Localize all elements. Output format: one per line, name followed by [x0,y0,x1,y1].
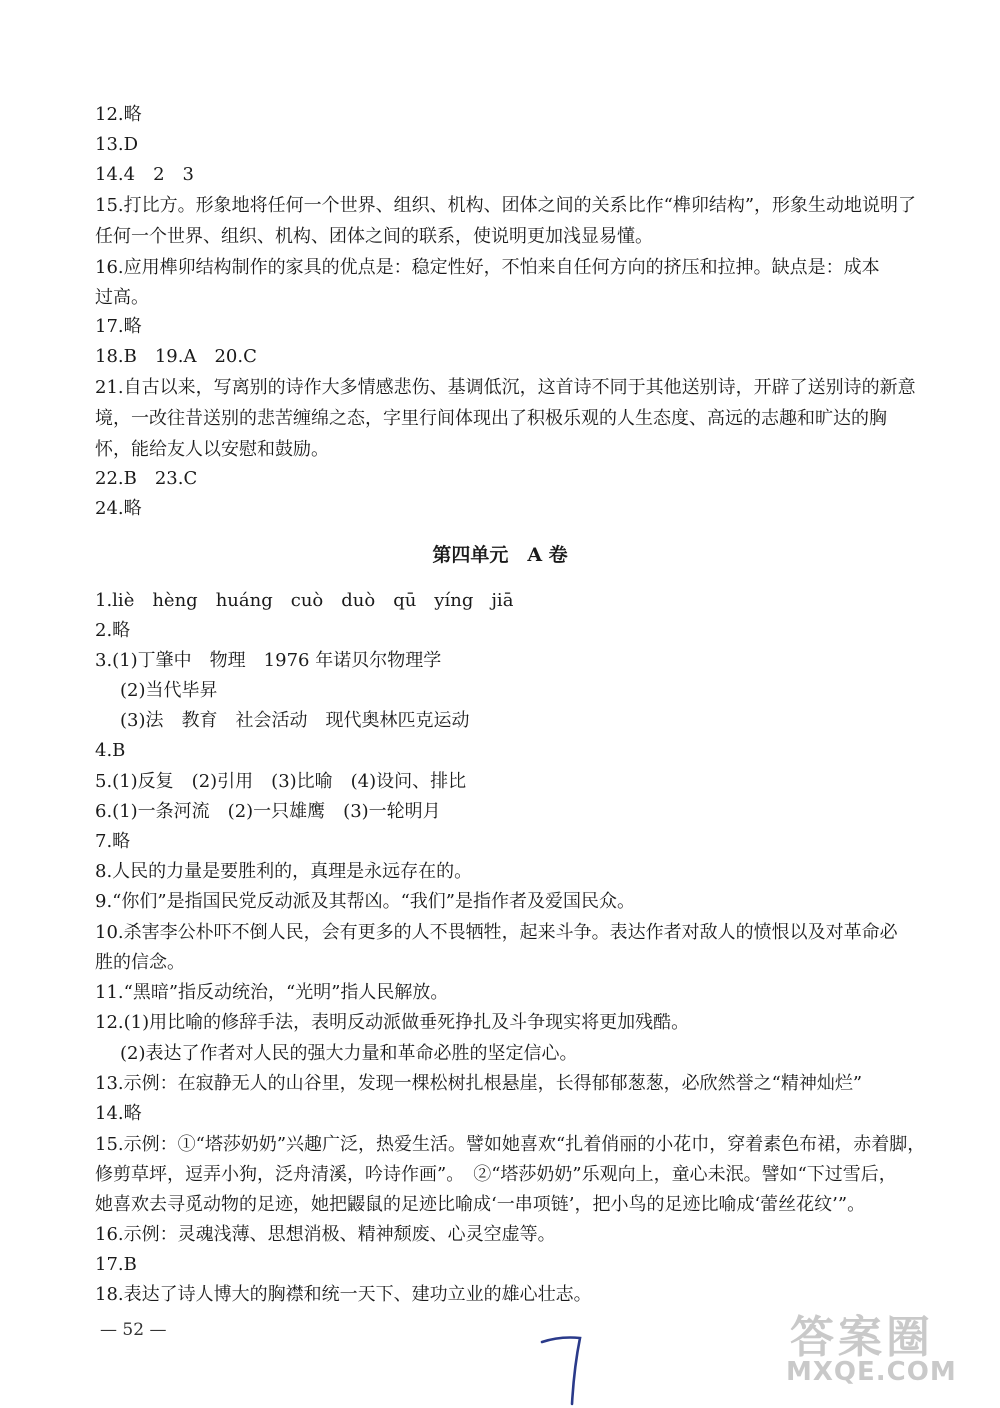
page-number: — 52 — [100,1320,167,1340]
answer-line: 11.“黑暗”指反动统治，“光明”指人民解放。 [95,982,449,1003]
answer-line: 8.人民的力量是要胜利的，真理是永远存在的。 [95,861,473,882]
answer-line: 18.表达了诗人博大的胸襟和统一天下、建功立业的雄心壮志。 [95,1284,592,1305]
watermark-top: 答案圈 [790,1312,934,1363]
answer-line: 3.(1)丁肇中 物理 1976 年诺贝尔物理学 [95,650,442,671]
answer-line: 15.示例：①“塔莎奶奶”兴趣广泛，热爱生活。譬如她喜欢“扎着俏丽的小花巾，穿着素色布裙，赤着脚， [95,1134,926,1155]
answer-line-cont: 怀，能给友人以安慰和鼓励。 [95,439,329,460]
answer-line: 1.liè hèng huáng cuò duò qū yíng jiā [95,590,514,611]
answer-line: 18.B 19.A 20.C [95,346,257,367]
answer-line: 5.(1)反复 (2)引用 (3)比喻 (4)设问、排比 [95,771,467,792]
answer-line: 6.(1)一条河流 (2)一只雄鹰 (3)一轮明月 [95,801,441,822]
answer-subline: (2)当代毕昇 [120,680,218,701]
answer-line: 17.略 [95,316,142,337]
answer-line-cont: 境，一改往昔送别的悲苦缠绵之态，字里行间体现出了积极乐观的人生态度、高远的志趣和旷达的胸 [95,408,887,429]
answer-line: 12.略 [95,104,142,125]
answer-line: 16.示例：灵魂浅薄、思想消极、精神颓废、心灵空虚等。 [95,1224,556,1245]
answer-line: 22.B 23.C [95,468,198,489]
answer-line: 17.B [95,1254,137,1275]
section-heading: 第四单元 A 卷 [432,544,568,566]
answer-line: 12.(1)用比喻的修辞手法，表明反动派做垂死挣扎及斗争现实将更加残酷。 [95,1012,690,1033]
answer-line-cont: 她喜欢去寻觅动物的足迹，她把鼹鼠的足迹比喻成‘一串项链’，把小鸟的足迹比喻成‘蕾丝花纹’”。 [95,1194,866,1215]
answer-line-cont: 胜的信念。 [95,952,185,973]
answer-line: 16.应用榫卯结构制作的家具的优点是：稳定性好，不怕来自任何方向的挤压和拉抻。缺点是：成本 [95,257,880,278]
answer-line: 7.略 [95,831,131,852]
answer-line: 10.杀害李公朴吓不倒人民，会有更多的人不畏牺牲，起来斗争。表达作者对敌人的愤恨以及对革命必 [95,922,898,943]
answer-line-cont: 任何一个世界、组织、机构、团体之间的联系，使说明更加浅显易懂。 [95,226,653,247]
watermark-url: MXQE.COM [786,1357,957,1387]
answer-line: 21.自古以来，写离别的诗作大多情感悲伤、基调低沉，这首诗不同于其他送别诗，开辟了送别诗的新意 [95,377,916,398]
answer-line: 13.示例：在寂静无人的山谷里，发现一棵松树扎根悬崖，长得郁郁葱葱，必欣然誉之“精神灿烂” [95,1073,863,1094]
answer-subline: (3)法 教育 社会活动 现代奥林匹克运动 [120,710,470,731]
answer-line: 2.略 [95,620,131,641]
answer-line-cont: 过高。 [95,287,149,308]
answer-line: 14.4 2 3 [95,164,194,185]
answer-line: 14.略 [95,1103,142,1124]
answer-line: 24.略 [95,498,142,519]
watermark-logo [782,1301,982,1396]
answer-line: 15.打比方。形象地将任何一个世界、组织、机构、团体之间的关系比作“榫卯结构”，形象生动地说明了 [95,195,917,216]
answer-subline: (2)表达了作者对人民的强大力量和革命必胜的坚定信心。 [120,1043,578,1064]
answer-line: 13.D [95,134,139,155]
answer-line: 9.“你们”是指国民党反动派及其帮凶。“我们”是指作者及爱国民众。 [95,891,635,912]
answer-line-cont: 修剪草坪，逗弄小狗，泛舟清溪，吟诗作画”。 ②“塔莎奶奶”乐观向上，童心未泯。譬如“下过雪后， [95,1164,897,1185]
handwritten-mark-icon [530,1328,600,1408]
answer-line: 4.B [95,740,126,761]
